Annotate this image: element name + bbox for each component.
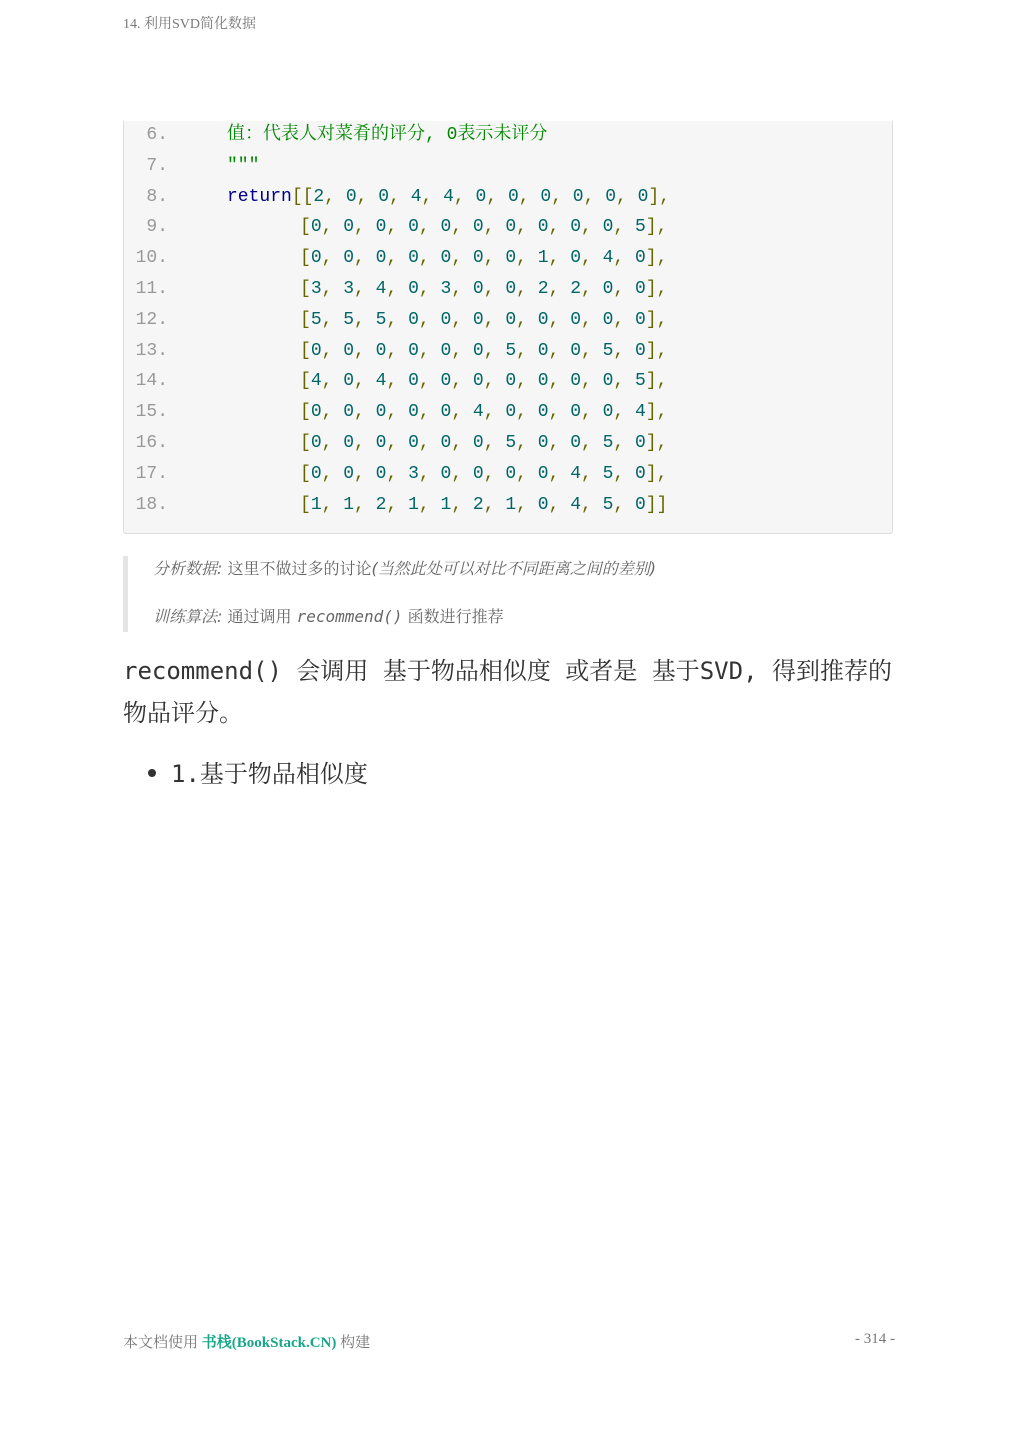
line-number: 13. bbox=[135, 340, 168, 361]
matrix-value: 0 bbox=[408, 340, 419, 361]
matrix-value: 0 bbox=[310, 340, 322, 361]
matrix-value: 3 bbox=[343, 279, 355, 299]
blockquote bbox=[123, 556, 893, 632]
matrix-value: 0 bbox=[472, 279, 484, 299]
matrix-value: 0 bbox=[635, 248, 646, 269]
matrix-value: 0 bbox=[570, 340, 581, 361]
matrix-value: 0 bbox=[570, 371, 581, 392]
matrix-value: 0 bbox=[472, 217, 484, 238]
matrix-value: 0 bbox=[505, 371, 517, 392]
matrix-value: 0 bbox=[602, 309, 614, 330]
matrix-value: 2 bbox=[313, 186, 325, 207]
matrix-value: 0 bbox=[507, 186, 519, 207]
footer bbox=[123, 1331, 895, 1351]
line-number: 9. bbox=[146, 217, 168, 238]
label-analyze: 分析数据: bbox=[153, 559, 223, 578]
matrix-value: 0 bbox=[472, 433, 484, 453]
matrix-value: 0 bbox=[440, 248, 452, 269]
list-item bbox=[148, 756, 368, 792]
matrix-value: 0 bbox=[375, 463, 387, 484]
matrix-value: 0 bbox=[378, 186, 390, 207]
matrix-value: 0 bbox=[570, 309, 581, 330]
label-train: 训练算法: bbox=[153, 607, 223, 626]
matrix-value: 3 bbox=[408, 463, 419, 484]
matrix-value: 5 bbox=[602, 494, 614, 515]
matrix-value: 4 bbox=[472, 402, 484, 423]
matrix-value: 0 bbox=[537, 217, 549, 238]
matrix-value: 1 bbox=[537, 248, 549, 269]
list-item-text: 1.基于物品相似度 bbox=[171, 760, 368, 788]
matrix-value: 4 bbox=[570, 494, 581, 515]
line-number: 14. bbox=[135, 371, 168, 392]
matrix-value: 0 bbox=[537, 433, 549, 453]
matrix-value: 0 bbox=[537, 494, 549, 515]
matrix-value: 0 bbox=[637, 186, 649, 207]
code-block bbox=[123, 121, 893, 534]
matrix-value: 0 bbox=[440, 217, 452, 238]
matrix-value: 5 bbox=[343, 309, 355, 330]
matrix-value: 4 bbox=[635, 402, 646, 423]
blockquote-line-analyze bbox=[153, 556, 656, 579]
matrix-value: 2 bbox=[537, 279, 549, 299]
code-text: 值：代表人对菜肴的评分, 0表示未评分 bbox=[227, 125, 548, 145]
matrix-value: 5 bbox=[310, 309, 322, 330]
footer-credit bbox=[123, 1331, 370, 1352]
matrix-value: 5 bbox=[635, 217, 646, 238]
matrix-value: 1 bbox=[440, 494, 452, 515]
matrix-value: 4 bbox=[443, 186, 454, 207]
analyze-text: 这里不做过多的讨论 bbox=[222, 559, 372, 578]
matrix-value: 0 bbox=[408, 248, 419, 269]
matrix-value: 0 bbox=[537, 463, 549, 484]
matrix-value: 0 bbox=[475, 186, 487, 207]
matrix-value: 0 bbox=[310, 433, 322, 453]
matrix-value: 0 bbox=[505, 402, 517, 423]
matrix-value: 0 bbox=[310, 463, 322, 484]
matrix-value: 2 bbox=[375, 494, 387, 515]
matrix-value: 0 bbox=[310, 248, 322, 269]
matrix-value: 0 bbox=[570, 248, 581, 269]
matrix-value: 3 bbox=[440, 279, 452, 299]
matrix-value: 0 bbox=[408, 433, 419, 453]
matrix-value: 1 bbox=[408, 494, 419, 515]
matrix-value: 0 bbox=[343, 371, 355, 392]
matrix-value: 0 bbox=[537, 371, 549, 392]
matrix-value: 2 bbox=[472, 494, 484, 515]
matrix-value: 1 bbox=[343, 494, 355, 515]
body-paragraph: recommend() 会调用 基于物品相似度 或者是 基于SVD, 得到推荐的物品评分。 bbox=[123, 657, 892, 727]
line-number: 18. bbox=[135, 494, 168, 515]
matrix-value: 0 bbox=[505, 217, 517, 238]
matrix-value: 4 bbox=[410, 186, 422, 207]
matrix-value: 0 bbox=[472, 463, 484, 484]
matrix-value: 5 bbox=[602, 463, 614, 484]
matrix-value: 0 bbox=[635, 433, 646, 453]
matrix-value: 0 bbox=[345, 186, 357, 207]
matrix-value: 0 bbox=[505, 248, 517, 269]
matrix-value: 4 bbox=[375, 279, 387, 299]
matrix-value: 0 bbox=[472, 309, 484, 330]
matrix-value: 0 bbox=[440, 340, 452, 361]
matrix-value: 0 bbox=[472, 248, 484, 269]
matrix-value: 1 bbox=[310, 494, 322, 515]
code-text: [4, 0, 4, 0, 0, 0, 0, 0, 0, 0, 5], bbox=[300, 371, 668, 392]
bookstack-link[interactable]: 书栈(BookStack.CN) bbox=[201, 1335, 337, 1351]
footer-prefix: 本文档使用 bbox=[123, 1335, 202, 1351]
matrix-value: 0 bbox=[408, 402, 419, 423]
matrix-value: 0 bbox=[605, 186, 617, 207]
code-text: [3, 3, 4, 0, 3, 0, 0, 2, 2, 0, 0], bbox=[300, 279, 668, 299]
matrix-value: 0 bbox=[375, 433, 387, 453]
matrix-value: 2 bbox=[570, 279, 581, 299]
matrix-value: 0 bbox=[408, 309, 419, 330]
matrix-value: 5 bbox=[635, 371, 646, 392]
line-number: 17. bbox=[135, 463, 168, 484]
matrix-value: 0 bbox=[505, 279, 517, 299]
blockquote-line-train bbox=[153, 604, 504, 627]
matrix-value: 0 bbox=[572, 186, 584, 207]
code-text: [0, 0, 0, 0, 0, 4, 0, 0, 0, 0, 4], bbox=[300, 402, 668, 423]
matrix-value: 0 bbox=[540, 186, 552, 207]
matrix-value: 0 bbox=[343, 463, 355, 484]
matrix-value: 0 bbox=[310, 217, 322, 238]
code-text: """ bbox=[227, 155, 260, 176]
line-number: 10. bbox=[135, 248, 168, 269]
matrix-value: 4 bbox=[310, 371, 322, 392]
matrix-value: 0 bbox=[602, 371, 614, 392]
matrix-value: 0 bbox=[343, 217, 355, 238]
matrix-value: 0 bbox=[505, 463, 517, 484]
matrix-value: 5 bbox=[375, 309, 387, 330]
matrix-value: 0 bbox=[343, 402, 355, 423]
matrix-value: 0 bbox=[602, 402, 614, 423]
train-text-after: 函数进行推荐 bbox=[402, 607, 504, 626]
matrix-value: 0 bbox=[472, 371, 484, 392]
code-text: [0, 0, 0, 0, 0, 0, 5, 0, 0, 5, 0], bbox=[300, 433, 668, 453]
line-number: 7. bbox=[146, 155, 168, 176]
matrix-value: 0 bbox=[570, 402, 581, 423]
matrix-value: 0 bbox=[602, 279, 614, 299]
matrix-value: 0 bbox=[408, 217, 419, 238]
code-text: [0, 0, 0, 3, 0, 0, 0, 0, 4, 5, 0], bbox=[300, 463, 668, 484]
matrix-value: 0 bbox=[408, 279, 419, 299]
line-number: 12. bbox=[135, 309, 168, 330]
matrix-value: 3 bbox=[310, 279, 322, 299]
matrix-value: 0 bbox=[440, 433, 452, 453]
keyword: return bbox=[227, 186, 292, 207]
bullet-icon bbox=[148, 769, 156, 777]
matrix-value: 0 bbox=[440, 463, 452, 484]
code-text: [0, 0, 0, 0, 0, 0, 0, 1, 0, 4, 0], bbox=[300, 248, 668, 269]
matrix-value: 0 bbox=[635, 279, 646, 299]
code-text: [0, 0, 0, 0, 0, 0, 0, 0, 0, 0, 5], bbox=[300, 217, 668, 238]
line-number: 16. bbox=[135, 433, 168, 453]
matrix-value: 0 bbox=[440, 371, 452, 392]
code-text: return[[2, 0, 0, 4, 4, 0, 0, 0, 0, 0, 0], bbox=[227, 186, 671, 207]
matrix-value: 0 bbox=[537, 402, 549, 423]
line-number: 15. bbox=[135, 402, 168, 423]
matrix-value: 5 bbox=[602, 340, 614, 361]
matrix-value: 0 bbox=[635, 309, 646, 330]
matrix-value: 0 bbox=[440, 402, 452, 423]
matrix-value: 1 bbox=[505, 494, 517, 515]
footer-suffix: 构建 bbox=[336, 1335, 371, 1351]
train-text-before: 通过调用 bbox=[222, 607, 297, 626]
matrix-value: 0 bbox=[635, 463, 646, 484]
matrix-value: 0 bbox=[472, 340, 484, 361]
matrix-value: 0 bbox=[537, 340, 549, 361]
matrix-value: 5 bbox=[505, 433, 517, 453]
matrix-value: 0 bbox=[375, 402, 387, 423]
matrix-value: 0 bbox=[375, 340, 387, 361]
line-number: 6. bbox=[146, 125, 168, 145]
matrix-value: 0 bbox=[537, 309, 549, 330]
matrix-value: 0 bbox=[343, 433, 355, 453]
matrix-value: 0 bbox=[440, 309, 452, 330]
matrix-value: 0 bbox=[505, 309, 517, 330]
code-text: [1, 1, 2, 1, 1, 2, 1, 0, 4, 5, 0]] bbox=[300, 494, 668, 515]
inline-code-recommend: recommend() bbox=[296, 607, 403, 626]
matrix-value: 0 bbox=[408, 371, 419, 392]
matrix-value: 4 bbox=[375, 371, 387, 392]
matrix-value: 5 bbox=[602, 433, 614, 453]
matrix-value: 0 bbox=[635, 340, 646, 361]
matrix-value: 4 bbox=[602, 248, 614, 269]
code-text: [5, 5, 5, 0, 0, 0, 0, 0, 0, 0, 0], bbox=[300, 309, 668, 330]
matrix-value: 0 bbox=[375, 248, 387, 269]
matrix-value: 0 bbox=[635, 494, 646, 515]
code-text: [0, 0, 0, 0, 0, 0, 5, 0, 0, 5, 0], bbox=[300, 340, 668, 361]
line-number: 11. bbox=[135, 279, 168, 299]
matrix-value: 5 bbox=[505, 340, 517, 361]
page-number: - 314 - bbox=[855, 1331, 895, 1347]
running-header: 14. 利用SVD简化数据 bbox=[123, 17, 257, 32]
line-number: 8. bbox=[146, 186, 168, 207]
matrix-value: 0 bbox=[570, 433, 581, 453]
matrix-value: 0 bbox=[375, 217, 387, 238]
analyze-note: (当然此处可以对比不同距离之间的差别) bbox=[371, 559, 656, 578]
matrix-value: 0 bbox=[570, 217, 581, 238]
matrix-value: 0 bbox=[343, 340, 355, 361]
matrix-value: 0 bbox=[343, 248, 355, 269]
matrix-value: 0 bbox=[602, 217, 614, 238]
matrix-value: 4 bbox=[570, 463, 581, 484]
matrix-value: 0 bbox=[310, 402, 322, 423]
